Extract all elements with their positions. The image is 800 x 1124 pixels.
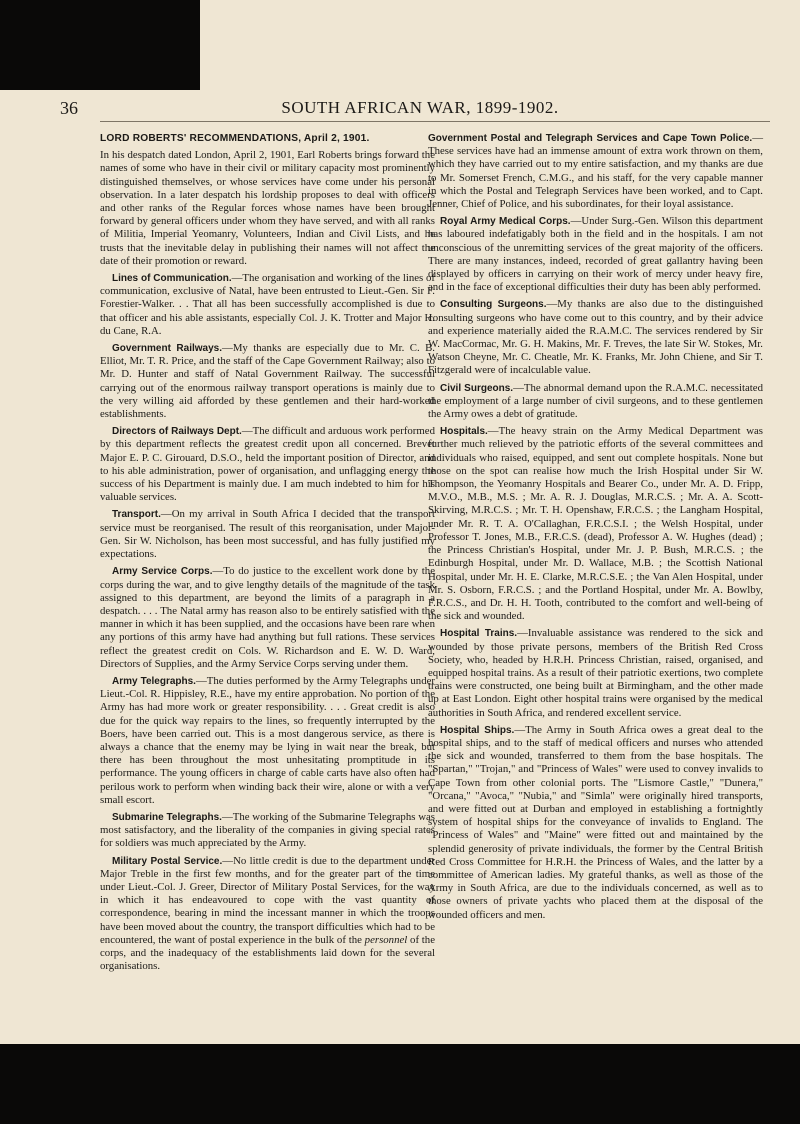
paragraph-directors-of-railways [100,425,435,504]
left-column [100,132,435,977]
paragraph-military-postal-service [100,855,435,974]
running-title: SOUTH AFRICAN WAR, 1899-1902. [281,98,559,117]
paragraph-text: —Under Surg.-Gen. Wilson this department has laboured indefatigably both in the field and in the hospitals. I am not unconscious of the unremitting services of the great majority of the officers. There are many instances, indeed, recorded of great gallantry having been displayed by officers in carrying on their work of mercy under heavy fire, and in the face of exceptional difficulties their duty has been ably performed. [428,215,763,294]
paragraph-text: —These services have had an immense amount of extra work thrown on them, which they have carried out to my entire satisfaction, and my thanks are due to Mr. Somerset French, C.M.G., and his staff, for the very capable manner in which the Postal and Telegraph Services have been worked, and to Capt. Jenner, Chief of Police, and his subordinates, for their loyal assistance. [428,132,763,211]
paragraph-heading: Royal Army Medical Corps. [440,216,571,228]
paragraph-consulting-surgeons [428,298,763,377]
paragraph-heading: Submarine Telegraphs. [112,811,222,823]
paragraph-submarine-telegraphs [100,811,435,851]
paragraph-text: —To do justice to the excellent work done by the corps during the war, and to give lengthy details of the magnitude of the task assigned to this department, are beyond the limits of a paragraph in a despatch. . . . The Natal army has reason also to be entirely satisfied with the manner in which it has been supplied, and the occasions have been rare when any portions of this army have had anything but full rations. These services reflect the greatest credit on Cols. W. Richardson and E. W. D. Ward, Directors of Supplies, and the Army Service Corps serving under them. [100,565,435,670]
paragraph-text: —The difficult and arduous work performed by this department reflects the greatest credit upon all concerned. Brevet Major E. P. C. Girouard, D.S.O., held the important position of Director, and to his able administration, power of organisation, and unflagging energy the success of his Department is mainly due. I am much indebted to him for his valuable services. [100,425,435,504]
header-rule [100,121,770,122]
paragraph-ramc [428,215,763,294]
paragraph-text: —My thanks are also due to the distinguished consulting surgeons who have come out to this country, and by their advice and experience materially aided the R.A.M.C. The services rendered by Sir W. MacCormac, Mr. G. H. Makins, Mr. F. Treves, the late Sir W. Stokes, Mr. Watson Cheyne, Mr. C. Cheatle, Mr. K. Franks, Mr. John Chiene, and Sir T. Fitzgerald were of incalculable value. [428,298,763,377]
paragraph-italic-term: personnel [364,933,408,946]
paragraph-text: —On my arrival in South Africa I decided that the transport service must be reorganised. The result of this reorganisation, under Major-Gen. Sir W. Nicholson, has been most successful, and has fully justified my expectations. [100,508,435,561]
paragraph-lines-of-communication [100,272,435,338]
scan-dark-corner [0,0,200,90]
section-main-heading: LORD ROBERTS' RECOMMENDATIONS, April 2, 1901. [100,133,370,144]
paragraph-text: —Invaluable assistance was rendered to the sick and wounded by those private persons, members of the British Red Cross Society, who, headed by H.R.H. Princess Christian, raised, organised, and equipped hospital trains. As a result of their patriotic exertions, two complete trains were constructed, one being built at Birmingham, and the other made up at East London. Eight other hospital trains were organised by the medical authorities in South Africa, and rendered excellent service. [428,627,763,719]
paragraph-text: —The heavy strain on the Army Medical Department was further much relieved by the patriotic efforts of the several committees and individuals who raised, equipped, and sent out complete hospitals. None but those on the spot can realise how much the Irish Hospital under Sir W. Thompson, the Yeomanry Hospitals and Bearer Co., under Mr. A. D. Fripp, M.V.O., M.B., M.S. ; Mr. A. R. J. Douglas, M.R.C.S. ; Mr. A. A. Scott-Skirving, M.R.C.S. ; Mr. T. H. Openshaw, F.R.C.S. ; the Langham Hospital, under Mr. R. T. A. O'Callaghan, F.R.C.S.I. ; the Welsh Hospital, under Professor T. Jones, M.B., F.R.C.S. (dead), Professor A. W. Hughes (dead) ; the Princess Christian's Hospital, under Mr. J. P. Bush, M.R.C.S. ; the Edinburgh Hospital, under Mr. D. Wallace, M.B. ; the Scottish National Hospital, under Mr. H. E. Clarke, M.R.C.S.E. ; the Van Alen Hospital, under Mr. S. Osborn, F.R.C.S. ; and the Portland Hospital, under Mr. A. Bowlby, F.R.C.S., and Dr. H. H. Tooth, contributed to the comfort and well-being of the sick and wounded. [428,425,763,623]
paragraph-heading: Hospitals. [440,426,488,438]
paragraph-text: —The abnormal demand upon the R.A.M.C. necessitated the employment of a large number of civil surgeons, and to these gentlemen the Army owes a debt of gratitude. [428,381,763,421]
paragraph-heading: Civil Surgeons. [440,382,514,394]
paragraph-army-telegraphs [100,675,435,807]
paragraph-heading: Consulting Surgeons. [440,299,547,311]
paragraph-heading: Army Telegraphs. [112,675,196,687]
paragraph-heading: Hospital Ships. [440,724,515,736]
paragraph-postal-telegraph-police [428,132,763,211]
paragraph-text: —The organisation and working of the lines of communication, exclusive of Natal, have been entrusted to Lieut.-Gen. Sir F. Forestier-Walker. . . That all has been successfully accomplished is due to that officer and his able assistants, especially Col. J. K. Trotter and Major H. du Cane, R.A. [100,272,435,337]
paragraph-heading: Transport. [112,509,161,521]
paragraph-heading: Government Railways. [112,343,223,355]
paragraph-heading: Hospital Trains. [440,628,518,640]
paragraph-text: —My thanks are especially due to Mr. C. B. Elliot, Mr. T. R. Price, and the staff of the Cape Government Railway; also to Mr. D. Hunter and staff of Natal Government Railway. The successful carrying out of the enormous railway transport operations is mainly due to the very willing aid afforded by these gentlemen and their hard-worked establishments. [100,342,435,421]
page-number: 36 [60,98,78,118]
intro-paragraph: In his despatch dated London, April 2, 1901, Earl Roberts brings forward the names of some who have in their civil or military capacity most prominently distinguished themselves, or whose services have come under his personal observation. In a later despatch his lordship proposes to deal with officers and other ranks of the Regular forces whose names have been brought forward by general officers under whom they have served, and with all ranks of Militia, Imperial Yeomanry, Volunteers, Indian and Civil Lists, and he trusts that the inevitable delay in publishing their names will not affect the date of their promotion or reward. [100,149,435,267]
paragraph-text: —The duties performed by the Army Telegraphs under Lieut.-Col. R. Hippisley, R.E., have my entire approbation. No portion of the Army has had more work or greater responsibility. . . . Great credit is also due for the quick way repairs to the lines, so frequently interrupted by the Boers, have been carried out. This is a most dangerous service, as there is always a chance that the enemy may be lying in wait near the break, but there has been throughout the most unhesitating promptitude in its performance. The young officers in charge of cable carts have also often had perilous work to perform when winding back their wire, alone or with a very small escort. [100,674,435,806]
right-column [428,132,763,926]
paragraph-text-end: of the corps, and the inadequacy of the establishments laid down for the several organisations. [100,933,435,973]
paragraph-civil-surgeons [428,382,763,422]
paragraph-transport [100,508,435,561]
scan-dark-edge [0,1044,800,1124]
paragraph-heading: Army Service Corps. [112,566,213,578]
paragraph-text: —No little credit is due to the department under Major Treble in the first few months, and for the greater part of the time under Lieut.-Col. J. Greer, Director of Military Postal Services, for the way in which it has endeavoured to cope with the vast quantity of correspondence, bearing in mind the incessant manner in which the troops have been moved about the country, the transport difficulties which had to be encountered, the want of postal experience in the bulk of the [100,854,435,946]
paragraph-hospital-trains [428,627,763,719]
paragraph-heading: Military Postal Service. [112,855,223,867]
paragraph-hospitals [428,425,763,623]
paragraph-hospital-ships [428,724,763,922]
paragraph-text: —The working of the Submarine Telegraphs was most satisfactory, and the liberality of the companies in giving special rates for soldiers was much appreciated by the Army. [100,810,435,850]
page-header [60,86,780,126]
paragraph-heading: Government Postal and Telegraph Services and Cape Town Police. [428,133,753,144]
paragraph-text: —The Army in South Africa owes a great deal to the hospital ships, and to the staff of medical officers and nurses who attended the sick and wounded, transferred to them from the base hospitals. The "Spartan," "Trojan," and "Princess of Wales" were used to convey invalids to Cape Town from other colonial ports. The "Lismore Castle," "Dunera," "Orcana," "Avoca," "Nubia," and "Simla" were originally hired transports, and were fitted out at Durban and employed in establishing a fortnightly system of hospital ships for the conveyance of invalids to England. The "Princess of Wales" and "Maine" were fitted out and maintained by the splendid generosity of private individuals, the former by the Central British Red Cross Committee for H.R.H. the Princess of Wales, and the latter by a committee of American ladies. My grateful thanks, as well as those of the Army in South Africa, are due to the individuals concerned, as well as to those owners of private yachts who placed them at the disposal of the wounded officers and men. [428,723,763,921]
paragraph-heading: Lines of Communication. [112,273,232,285]
paragraph-government-railways [100,342,435,421]
paragraph-army-service-corps [100,565,435,671]
paragraph-heading: Directors of Railways Dept. [112,426,242,438]
